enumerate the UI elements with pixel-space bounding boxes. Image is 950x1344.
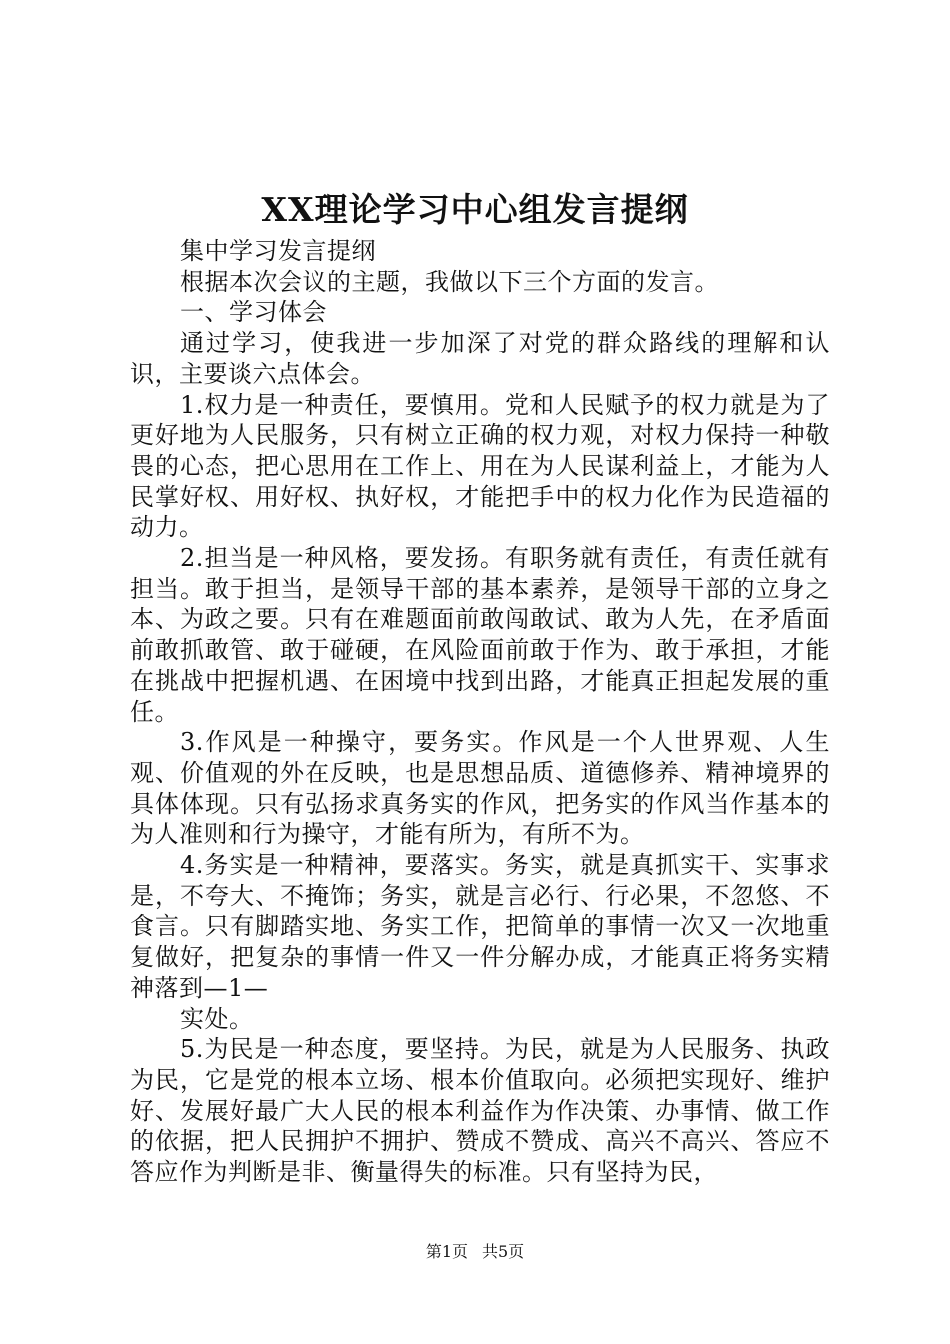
page-number: 第1页 <box>425 1242 468 1261</box>
paragraph: 4.务实是一种精神，要落实。务实，就是真抓实干、实事求是，不夸大、不掩饰；务实，就是言必行、行必果，不忽悠、不食言。只有脚踏实地、务实工作，把简单的事情一次又一次地重复做好，把复杂的事情一件又一件分解办成，才能真正将务实精神落到—1— <box>130 851 830 1002</box>
document-body <box>130 236 830 1188</box>
page-footer <box>0 1240 950 1264</box>
section-heading: 一、学习体会 <box>180 298 327 327</box>
paragraph: 3.作风是一种操守，要务实。作风是一个人世界观、人生观、价值观的外在反映，也是思想品质、道德修养、精神境界的具体体现。只有弘扬求真务实的作风，把务实的作风当作基本的为人准则和行为操守，才能有所为，有所不为。 <box>130 728 830 849</box>
paragraph: 集中学习发言提纲 <box>180 237 376 265</box>
paragraph: 1.权力是一种责任，要慎用。党和人民赋予的权力就是为了更好地为人民服务，只有树立正确的权力观，对权力保持一种敬畏的心态，把心思用在工作上、用在为人民谋利益上，才能为人民掌好权、用好权、执好权，才能把手中的权力化作为民造福的动力。 <box>130 390 830 542</box>
document-title: XX理论学习中心组发言提纲 <box>261 190 689 229</box>
paragraph: 实处。 <box>180 1004 254 1033</box>
paragraph: 通过学习，使我进一步加深了对党的群众路线的理解和认识，主要谈六点体会。 <box>130 329 830 388</box>
paragraph: 根据本次会议的主题，我做以下三个方面的发言。 <box>180 267 719 296</box>
paragraph: 2.担当是一种风格，要发扬。有职务就有责任，有责任就有担当。敢于担当，是领导干部的基本素养，是领导干部的立身之本、为政之要。只有在难题面前敢闯敢试、敢为人先，在矛盾面前敢抓敢管、敢于碰硬，在风险面前敢于作为、敢于承担，才能在挑战中把握机遇、在困境中找到出路，才能真正担起发展的重任。 <box>130 544 830 726</box>
paragraph: 5.为民是一种态度，要坚持。为民，就是为人民服务、执政为民，它是党的根本立场、根本价值取向。必须把实现好、维护好、发展好最广大人民的根本利益作为作决策、办事情、做工作的依据，把人民拥护不拥护、赞成不赞成、高兴不高兴、答应不答应作为判断是非、衡量得失的标准。只有坚持为民， <box>130 1035 830 1187</box>
page-total: 共5页 <box>482 1242 525 1261</box>
